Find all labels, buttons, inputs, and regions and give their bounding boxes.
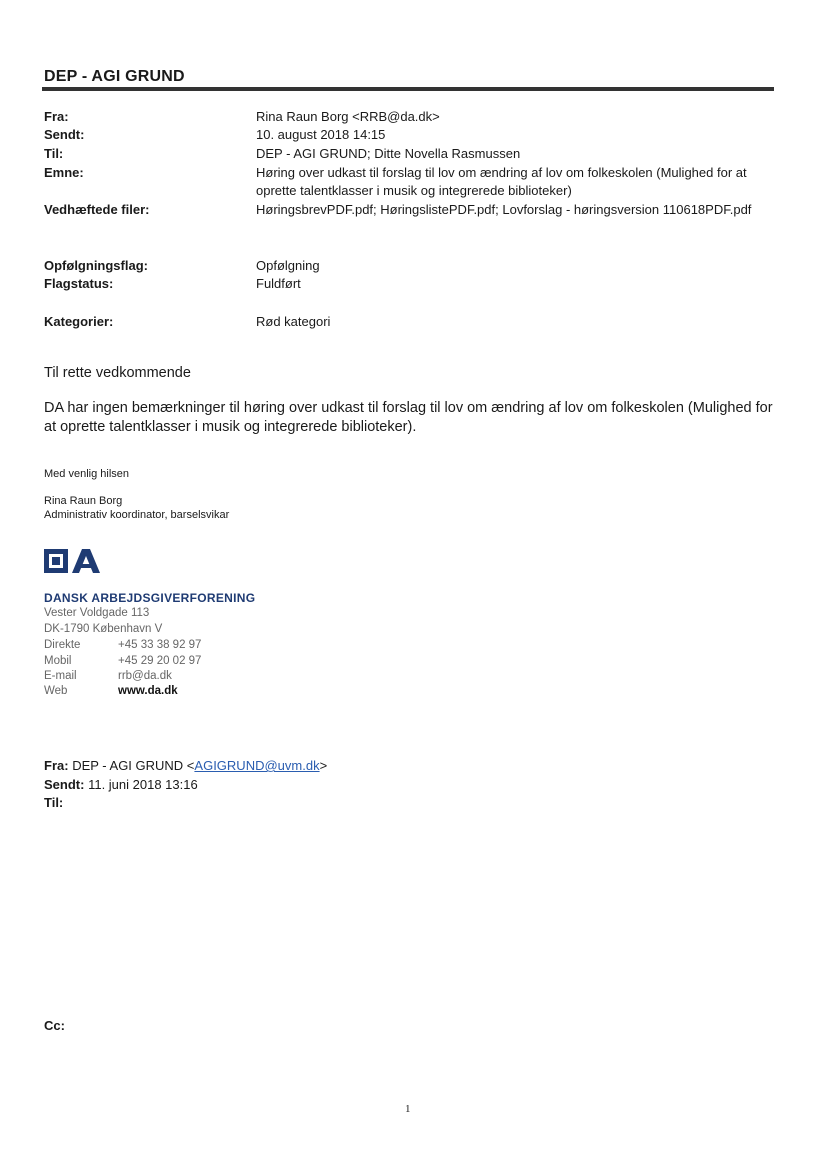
fwd-from-label: Fra: [44,758,69,773]
greeting: Til rette vedkommende [44,365,191,381]
contact-label: Direkte [44,639,81,651]
field-label: Opfølgningsflag: [44,258,148,273]
fwd-to [44,794,774,812]
fwd-sent-label: Sendt: [44,777,85,792]
contact-email [44,669,172,685]
contact-label: Web [44,685,68,697]
da-logo-icon [44,545,100,577]
field-label: Vedhæftede filer: [44,202,150,217]
fwd-from-email[interactable]: AGIGRUND@uvm.dk [194,758,320,773]
field-value: HøringsbrevPDF.pdf; HøringslistePDF.pdf; Lovforslag - høringsversion 110618PDF.pdf [256,202,752,217]
web-link[interactable]: www.da.dk [118,685,178,697]
field-label: Sendt: [44,127,85,142]
title-rule [42,87,774,91]
contact-label: Mobil [44,655,72,667]
address-line-2: DK-1790 København V [44,623,163,635]
field-value: 10. august 2018 14:15 [256,127,386,142]
fwd-from-name: DEP - AGI GRUND < [72,758,195,773]
org-name: DANSK ARBEJDSGIVERFORENING [44,591,256,605]
address-line-1: Vester Voldgade 113 [44,607,150,619]
field-value: Rina Raun Borg <RRB@da.dk> [256,109,440,124]
fwd-cc [44,1017,774,1035]
contact-value: +45 33 38 92 97 [118,639,202,651]
field-value: Fuldført [256,276,301,291]
field-value: Rød kategori [256,314,331,329]
contact-label: E-mail [44,670,77,682]
contact-phone-mobile [44,654,201,670]
closing: Med venlig hilsen [44,468,129,480]
message-paragraph: DA har ingen bemærkninger til høring over udkast til forslag til lov om ændring af lov om folkeskolen (Mulighed for at oprette talentklasser i musik og integrerede biblioteker). [44,400,773,435]
contact-phone-direct [44,638,201,654]
field-label: Kategorier: [44,314,114,329]
field-label: Fra: [44,109,69,124]
field-label: Flagstatus: [44,276,114,291]
field-value: DEP - AGI GRUND; Ditte Novella Rasmussen [256,146,521,161]
contact-web [44,684,178,700]
contact-value: rrb@da.dk [118,670,172,682]
field-label: Til: [44,146,64,161]
page-title: DEP - AGI GRUND [44,68,185,85]
fwd-sent-value: 11. juni 2018 13:16 [88,777,198,792]
fwd-sent [44,776,774,794]
page-number: 1 [405,1103,411,1115]
field-value: Høring over udkast til forslag til lov om ændring af lov om folkeskolen (Mulighed for at oprette talentklasser i musik og integrerede biblioteker) [256,165,747,198]
sender-title: Administrativ koordinator, barselsvikar [44,509,230,521]
field-label: Emne: [44,165,84,180]
fwd-from [44,757,774,775]
fwd-cc-label: Cc: [44,1018,65,1033]
field-value: Opfølgning [256,258,320,273]
fwd-to-label: Til: [44,795,64,810]
contact-value: +45 29 20 02 97 [118,655,202,667]
fwd-from-end: > [319,758,328,773]
sender-name: Rina Raun Borg [44,495,123,507]
